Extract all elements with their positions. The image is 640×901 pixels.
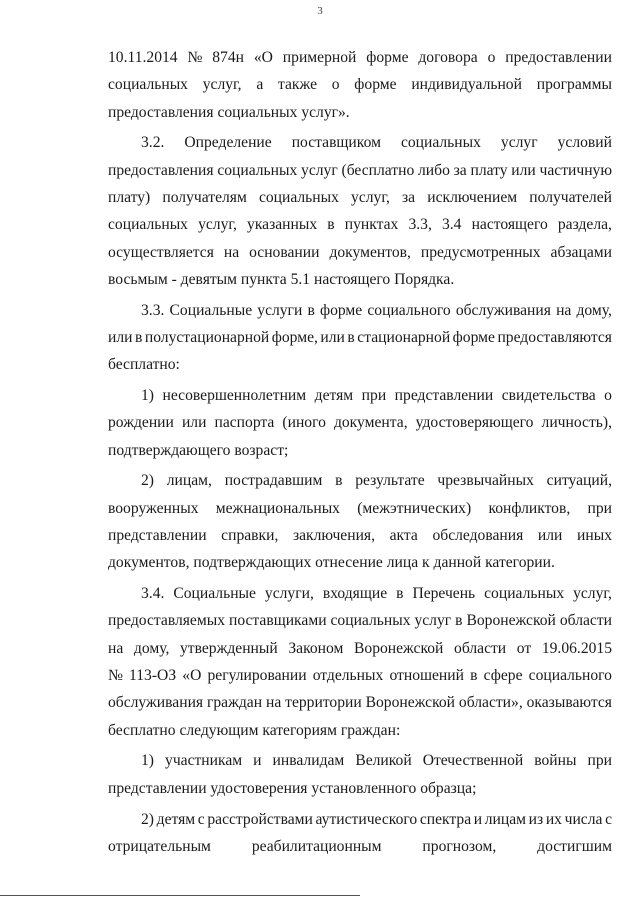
text-word: получателям xyxy=(162,188,247,206)
text-line xyxy=(108,689,612,716)
text-word: или xyxy=(181,414,207,432)
text-word: при xyxy=(587,752,612,770)
text-line xyxy=(108,129,612,156)
text-word: на xyxy=(223,243,240,261)
text-word: обследования xyxy=(432,527,524,545)
text-line xyxy=(108,580,612,607)
text-word: их xyxy=(545,810,562,828)
text-line xyxy=(108,635,612,662)
text-line xyxy=(108,717,612,744)
text-word: граждан xyxy=(206,694,263,712)
text-word: или xyxy=(320,328,345,346)
text-word: о xyxy=(487,49,496,66)
text-word: ситуаций, xyxy=(546,472,612,490)
text-word: Определение xyxy=(184,134,272,152)
text-word: 2) xyxy=(141,810,154,828)
text-word: детям xyxy=(314,387,354,405)
text-word: получателей xyxy=(529,188,612,206)
text-word: в xyxy=(134,328,143,346)
text-word: при xyxy=(587,499,612,517)
text-word: паспорта xyxy=(214,414,275,432)
text-word: пострадавшим xyxy=(224,472,323,490)
text-word: (иного xyxy=(282,414,326,432)
text-word: справки, xyxy=(221,527,279,545)
text-word: услуг xyxy=(414,612,452,630)
text-word: дому, xyxy=(576,301,612,319)
text-word: абзацами xyxy=(550,243,612,261)
text-word: Законом xyxy=(288,639,344,657)
text-word: с xyxy=(197,810,205,828)
text-line xyxy=(108,437,612,464)
text-word: представлении xyxy=(108,527,207,545)
text-word: области xyxy=(454,639,507,657)
text-word: лицам, xyxy=(166,472,212,490)
text-word: социальных xyxy=(217,161,298,179)
text-word: в xyxy=(327,216,335,234)
text-word: раздела, xyxy=(557,216,612,234)
text-word: 19.06.2015 xyxy=(541,639,612,657)
text-word: числа xyxy=(564,810,603,828)
text-word: документов, xyxy=(329,243,411,261)
text-word: Воронежской xyxy=(354,639,444,657)
text-word: на xyxy=(556,301,572,319)
text-word: плату xyxy=(470,161,508,179)
text-word: отрицательным xyxy=(108,837,211,855)
text-line xyxy=(108,549,612,576)
text-word: предоставлении xyxy=(505,49,612,66)
text-word: или xyxy=(108,328,133,346)
text-word: области», xyxy=(458,694,523,712)
text-line xyxy=(108,71,612,98)
text-word: иных xyxy=(577,527,612,545)
text-word: и xyxy=(473,810,483,828)
text-word: предоставления социальных услуг». xyxy=(108,103,350,121)
text-line xyxy=(108,382,612,409)
text-word: услуг, xyxy=(202,76,242,94)
text-word: достигшим xyxy=(537,837,612,855)
text-word: сфере xyxy=(483,667,523,685)
text-line xyxy=(108,409,612,436)
text-word: участникам xyxy=(165,752,243,770)
text-line xyxy=(108,157,612,184)
text-line xyxy=(108,495,612,522)
text-word: межнациональных xyxy=(215,499,340,517)
text-word: плату) xyxy=(108,188,151,206)
text-word: услуги xyxy=(257,301,303,319)
text-word: предоставления xyxy=(108,161,214,179)
text-word: бесплатно: xyxy=(108,356,180,374)
text-word: из xyxy=(528,810,544,828)
text-line xyxy=(108,184,612,211)
text-word: конфликтов, xyxy=(488,499,571,517)
text-word: услуг, xyxy=(351,188,390,206)
text-word: пунктах xyxy=(344,216,399,234)
text-word: социального xyxy=(528,667,612,685)
document-body xyxy=(108,44,612,860)
text-word: войны xyxy=(534,752,577,770)
text-word: в xyxy=(347,328,355,346)
text-word: (межэтнических) xyxy=(357,499,472,517)
text-line xyxy=(108,324,612,351)
text-word: территории xyxy=(285,694,362,712)
text-word: Воронежской xyxy=(365,694,456,712)
text-word: акта xyxy=(389,527,418,545)
text-word: дому, xyxy=(133,639,170,657)
text-word: также xyxy=(278,76,317,94)
text-word: бесплатно следующим категориям граждан: xyxy=(108,721,401,739)
text-word: 1) xyxy=(141,752,154,770)
text-word: представлении xyxy=(394,387,494,405)
text-word: услуг, xyxy=(198,216,237,234)
text-word: а xyxy=(256,76,264,94)
text-word: на xyxy=(108,639,124,657)
text-word: социального xyxy=(367,301,451,319)
text-word: о xyxy=(604,387,612,405)
text-word: 3.3. xyxy=(141,301,165,319)
text-line xyxy=(108,99,612,126)
text-line xyxy=(108,806,612,833)
text-word: в xyxy=(335,472,343,490)
text-word: примерной xyxy=(282,49,357,66)
text-word: обслуживания xyxy=(455,301,551,319)
text-word: условий xyxy=(557,134,612,152)
text-word: частичную xyxy=(539,161,612,179)
text-word: или xyxy=(537,527,563,545)
text-word: свидетельства xyxy=(501,387,596,405)
text-word: или xyxy=(511,161,536,179)
text-word: области xyxy=(559,612,612,630)
text-word: социальных xyxy=(330,612,411,630)
text-word: предоставляемых xyxy=(108,612,225,630)
text-word: рождении xyxy=(108,414,174,432)
text-word: полустационарной xyxy=(144,328,270,346)
text-word: в xyxy=(455,612,463,630)
text-word: о xyxy=(331,76,340,94)
text-word: договора xyxy=(418,49,478,66)
text-word: услуг, xyxy=(573,585,612,603)
text-word: 113-ОЗ xyxy=(129,667,177,685)
text-word: от xyxy=(516,639,532,657)
text-word: прогнозом, xyxy=(422,837,497,855)
text-word: услуг xyxy=(500,134,538,152)
text-word: расстройствами xyxy=(207,810,313,828)
text-line xyxy=(108,239,612,266)
text-word: аутистического xyxy=(315,810,418,828)
page-number: 3 xyxy=(317,5,323,17)
text-line xyxy=(108,607,612,634)
text-word: 874н xyxy=(212,49,244,66)
text-line xyxy=(108,775,612,802)
text-word: чрезвычайных xyxy=(437,472,534,490)
text-word: инвалидам xyxy=(272,752,345,770)
text-word: основании xyxy=(249,243,320,261)
text-word: форме xyxy=(452,328,495,346)
text-word: указанных xyxy=(247,216,318,234)
text-word: 2) xyxy=(141,472,154,490)
text-word: представлении удостоверения установленного образца; xyxy=(108,779,477,797)
text-word: стационарной xyxy=(357,328,451,346)
text-word: личность), xyxy=(541,414,612,432)
text-word: регулировании xyxy=(207,667,307,685)
text-word: предоставляются xyxy=(497,328,612,346)
text-line xyxy=(108,351,612,378)
text-line xyxy=(108,522,612,549)
text-word: оказываются xyxy=(526,694,612,712)
text-word: за xyxy=(453,161,467,179)
text-line xyxy=(108,211,612,238)
text-word: 3.2. xyxy=(141,134,165,152)
text-word: форме xyxy=(354,76,397,94)
text-word: в xyxy=(307,301,315,319)
text-word: социальных xyxy=(108,76,188,94)
text-word: № xyxy=(108,667,123,685)
text-word: с xyxy=(605,810,612,828)
text-word: отдельных xyxy=(312,667,384,685)
text-word: отношений xyxy=(389,667,464,685)
text-word: исключением xyxy=(427,188,518,206)
text-word: (бесплатно xyxy=(341,161,415,179)
bottom-rule xyxy=(0,895,360,896)
text-line xyxy=(108,297,612,324)
text-word: при xyxy=(361,387,387,405)
text-word: социальных xyxy=(108,216,188,234)
text-word: социальных xyxy=(400,134,481,152)
text-word: либо xyxy=(418,161,450,179)
text-line xyxy=(108,747,612,774)
text-word: лицам xyxy=(484,810,527,828)
text-word: поставщиками xyxy=(228,612,327,630)
text-word: поставщиком xyxy=(291,134,381,152)
text-word: заключения, xyxy=(292,527,375,545)
text-word: 3.4. xyxy=(141,585,165,603)
text-word: обслуживания xyxy=(108,694,204,712)
text-word: и xyxy=(253,752,262,770)
text-word: «О xyxy=(182,667,202,685)
text-word: подтверждающего возраст; xyxy=(108,441,289,459)
text-word: результате xyxy=(355,472,425,490)
text-word: социальных xyxy=(258,188,339,206)
text-word: Великой xyxy=(355,752,412,770)
text-word: Социальные xyxy=(173,585,256,603)
text-word: входящие xyxy=(322,585,388,603)
text-word: форме, xyxy=(271,328,318,346)
text-word: за xyxy=(402,188,416,206)
text-word: 3.4 xyxy=(441,216,462,234)
text-word: № xyxy=(187,49,203,66)
text-word: детям xyxy=(156,810,196,828)
text-word: Воронежской xyxy=(466,612,556,630)
text-word: предусмотренных xyxy=(420,243,541,261)
text-word: программы xyxy=(536,76,612,94)
text-word: индивидуальной xyxy=(411,76,522,94)
text-word: реабилитационным xyxy=(251,837,382,855)
text-word: форме xyxy=(366,49,409,66)
text-line xyxy=(108,662,612,689)
text-word: на xyxy=(265,694,282,712)
text-word: спектра xyxy=(419,810,472,828)
text-word: утвержденный xyxy=(179,639,278,657)
text-word: «О xyxy=(253,49,273,66)
text-word: удостоверяющего xyxy=(415,414,534,432)
text-word: восьмым - девятым пункта 5.1 настоящего Порядка. xyxy=(108,270,455,288)
text-line xyxy=(108,833,612,860)
text-word: услуги, xyxy=(264,585,314,603)
text-word: осуществляется xyxy=(108,243,214,261)
text-word: Перечень xyxy=(412,585,476,603)
text-word: услуг xyxy=(301,161,338,179)
text-word: Отечественной xyxy=(422,752,524,770)
text-word: в xyxy=(396,585,404,603)
text-word: настоящего xyxy=(471,216,548,234)
text-word: Социальные xyxy=(169,301,253,319)
text-line xyxy=(108,266,612,293)
text-word: документа, xyxy=(333,414,408,432)
text-word: форме xyxy=(319,301,363,319)
text-word: 3.3, xyxy=(408,216,432,234)
text-word: 1) xyxy=(141,387,154,405)
text-word: вооруженных xyxy=(108,499,199,517)
text-word: несовершеннолетним xyxy=(162,387,307,405)
text-word: в xyxy=(470,667,478,685)
text-word: 10.11.2014 xyxy=(108,49,178,66)
text-line xyxy=(108,44,612,71)
text-line xyxy=(108,467,612,494)
text-word: социальных xyxy=(484,585,565,603)
text-word: документов, подтверждающих отнесение лица к данной категории. xyxy=(108,554,555,572)
